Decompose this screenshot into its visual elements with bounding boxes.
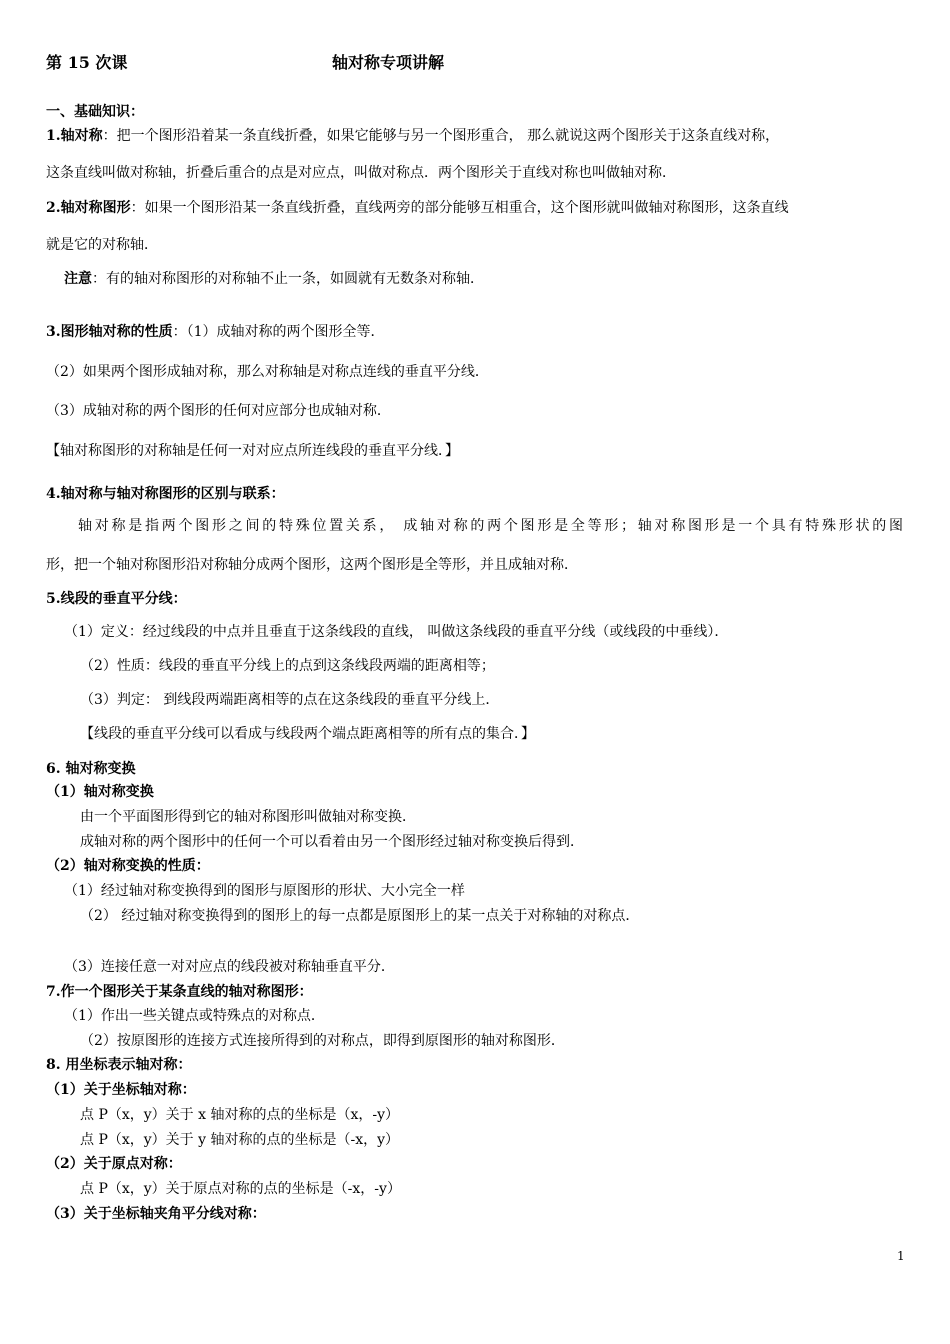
subheading-axis-symmetry: （1）关于坐标轴对称：: [46, 1082, 196, 1098]
subheading-transformation-properties: （2）轴对称变换的性质：: [46, 858, 210, 874]
transformation-line2: 成轴对称的两个图形中的任何一个可以看着由另一个图形经过轴对称变换后得到．: [80, 834, 584, 850]
subheading-bisector-symmetry: （3）关于坐标轴夹角平分线对称：: [46, 1206, 266, 1222]
transformation-line1: 由一个平面图形得到它的轴对称图形叫做轴对称变换．: [80, 809, 416, 825]
difference-paragraph-line2: 形，把一个轴对称图形沿对称轴分成两个图形，这两个图形是全等形，并且成轴对称．: [46, 557, 578, 573]
bisector-note: 【线段的垂直平分线可以看成与线段两个端点距离相等的所有点的集合．】: [80, 726, 535, 742]
term-symmetric-figure: 2.轴对称图形: [46, 200, 131, 216]
transformation-property-2: （2） 经过轴对称变换得到的图形上的每一点都是原图形上的某一点关于对称轴的对称点．: [80, 908, 640, 924]
difference-paragraph-line1: 轴对称是指两个图形之间的特殊位置关系， 成轴对称的两个图形是全等形；轴对称图形是一个具有特殊形状的图: [78, 518, 903, 534]
page-title: 轴对称专项讲解: [332, 53, 445, 72]
paragraph-symmetric-figure-line1: [46, 199, 789, 217]
bisector-property: （2）性质：线段的垂直平分线上的点到这条线段两端的距离相等；: [80, 658, 495, 674]
note-line: [64, 270, 484, 288]
section-heading-difference: 4.轴对称与轴对称图形的区别与联系：: [46, 486, 285, 502]
note-label: 注意: [64, 271, 92, 287]
origin-symmetry-line: 点 P（x，y）关于原点对称的点的坐标是（-x，-y）: [80, 1181, 401, 1197]
axis-symmetry-x: 点 P（x，y）关于 x 轴对称的点的坐标是（x，-y）: [80, 1107, 400, 1123]
subheading-transformation: （1）轴对称变换: [46, 784, 154, 800]
section-heading-transformation: 6. 轴对称变换: [46, 761, 136, 777]
paragraph-text: ：把一个图形沿着某一条直线折叠，如果它能够与另一个图形重合， 那么就说这两个图形关于这条直线对称，: [102, 128, 780, 144]
section-heading-construct: 7.作一个图形关于某条直线的轴对称图形：: [46, 984, 313, 1000]
section-heading-coordinates: 8. 用坐标表示轴对称：: [46, 1057, 192, 1073]
section-heading-perpendicular-bisector: 5.线段的垂直平分线：: [46, 591, 187, 607]
construct-step-2: （2）按原图形的连接方式连接所得到的对称点，即得到原图形的轴对称图形．: [80, 1033, 565, 1049]
page-number: 1: [897, 1249, 905, 1263]
transformation-property-3: （3）连接任意一对对应点的线段被对称轴垂直平分．: [64, 959, 395, 975]
paragraph-symmetric-figure-line2: 就是它的对称轴．: [46, 237, 158, 253]
lesson-number: 第 15 次课: [46, 53, 128, 72]
construct-step-1: （1）作出一些关键点或特殊点的对称点．: [64, 1008, 325, 1024]
property-item-1: ：（1）成轴对称的两个图形全等．: [172, 324, 385, 340]
paragraph-axial-symmetry-line1: [46, 127, 779, 145]
note-text: ：有的轴对称图形的对称轴不止一条，如圆就有无数条对称轴．: [92, 271, 484, 287]
term-axial-symmetry: 1.轴对称: [46, 128, 103, 144]
property-note: 【轴对称图形的对称轴是任何一对对应点所连线段的垂直平分线．】: [46, 443, 459, 459]
bisector-criterion: （3）判定： 到线段两端距离相等的点在这条线段的垂直平分线上．: [80, 692, 500, 708]
bisector-definition: （1）定义：经过线段的中点并且垂直于这条线段的直线， 叫做这条线段的垂直平分线（或线段的中垂线）．: [64, 624, 729, 640]
term-properties: 3.图形轴对称的性质: [46, 324, 173, 340]
property-item-2: （2）如果两个图形成轴对称，那么对称轴是对称点连线的垂直平分线．: [46, 364, 489, 380]
property-item-3: （3）成轴对称的两个图形的任何对应部分也成轴对称．: [46, 403, 391, 419]
properties-line1: [46, 323, 385, 341]
section-heading-basics: 一、基础知识：: [46, 104, 144, 120]
transformation-property-1: （1）经过轴对称变换得到的图形与原图形的形状、大小完全一样: [64, 883, 465, 899]
subheading-origin-symmetry: （2）关于原点对称：: [46, 1156, 182, 1172]
paragraph-axial-symmetry-line2: 这条直线叫做对称轴，折叠后重合的点是对应点，叫做对称点．两个图形关于直线对称也叫做轴对称．: [46, 165, 676, 181]
paragraph-text: ：如果一个图形沿某一条直线折叠，直线两旁的部分能够互相重合，这个图形就叫做轴对称图形，这条直线: [130, 200, 789, 216]
axis-symmetry-y: 点 P（x，y）关于 y 轴对称的点的坐标是（-x，y）: [80, 1132, 400, 1148]
